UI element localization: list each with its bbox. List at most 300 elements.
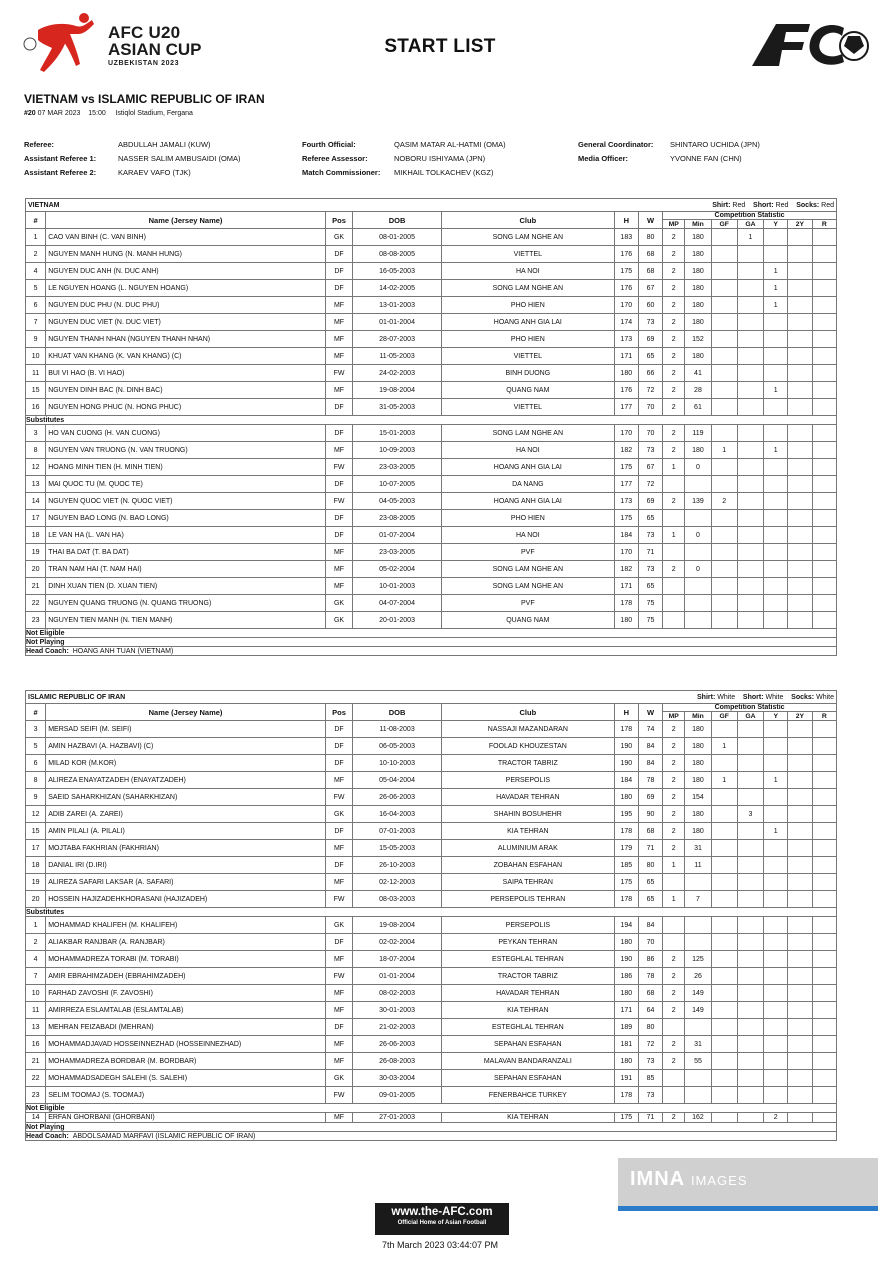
player-cell (788, 561, 812, 578)
logo-line-1: AFC U20 (108, 23, 181, 42)
player-cell (685, 1070, 711, 1087)
player-cell: 73 (638, 561, 662, 578)
player-cell (788, 331, 812, 348)
player-cell: DF (325, 738, 352, 755)
player-cell: 2 (663, 1002, 685, 1019)
player-cell: KIA TEHRAN (442, 1113, 615, 1123)
player-cell: 2 (26, 934, 46, 951)
player-cell: 10 (26, 348, 46, 365)
col-mp: MP (663, 220, 685, 229)
substitutes-row (26, 416, 837, 425)
player-cell (737, 612, 763, 629)
player-cell: 15 (26, 382, 46, 399)
player-cell (737, 442, 763, 459)
player-cell: CAO VAN BINH (C. VAN BINH) (46, 229, 326, 246)
socks-color: White (816, 693, 834, 701)
player-cell: ALIREZA SAFARI LAKSAR (A. SAFARI) (46, 874, 326, 891)
player-row (26, 1070, 837, 1087)
player-cell (788, 527, 812, 544)
head-coach-value: ABDOLSAMAD MARFAVI (ISLAMIC REPUBLIC OF IRAN) (72, 1132, 256, 1140)
player-cell: 01-01-2004 (353, 314, 442, 331)
head-coach-value: HOANG ANH TUAN (VIETNAM) (72, 647, 174, 655)
player-cell (764, 459, 788, 476)
player-cell: 21 (26, 578, 46, 595)
player-cell (812, 772, 836, 789)
player-cell (788, 891, 812, 908)
player-cell: 23 (26, 1087, 46, 1104)
player-cell (788, 721, 812, 738)
player-cell (812, 934, 836, 951)
player-cell: 70 (638, 425, 662, 442)
player-row (26, 314, 837, 331)
player-cell: TRACTOR TABRIZ (442, 968, 615, 985)
player-cell: ALUMINIUM ARAK (442, 840, 615, 857)
player-cell: 8 (26, 772, 46, 789)
player-cell (737, 934, 763, 951)
player-cell: 71 (638, 1113, 662, 1123)
player-cell: 170 (614, 297, 638, 314)
player-cell: 190 (614, 738, 638, 755)
player-cell (788, 399, 812, 416)
player-cell (711, 840, 737, 857)
player-row (26, 510, 837, 527)
player-cell: 28-07-2003 (353, 331, 442, 348)
player-cell (685, 874, 711, 891)
player-cell: 7 (26, 968, 46, 985)
player-cell: 73 (638, 527, 662, 544)
player-cell: HOANG ANH GIA LAI (442, 314, 615, 331)
player-cell (788, 951, 812, 968)
player-row (26, 1036, 837, 1053)
player-cell: DF (325, 399, 352, 416)
fourth-official-label: Fourth Official: (302, 140, 356, 149)
match-title: VIETNAM vs ISLAMIC REPUBLIC OF IRAN (24, 92, 265, 106)
player-cell (788, 382, 812, 399)
player-cell: 68 (638, 823, 662, 840)
player-cell: NGUYEN DUC PHU (N. DUC PHU) (46, 297, 326, 314)
player-cell: 21-02-2003 (353, 1019, 442, 1036)
player-cell: 2 (663, 738, 685, 755)
player-cell (711, 934, 737, 951)
player-cell: 84 (638, 738, 662, 755)
short-label: Short: (742, 693, 764, 701)
player-cell (812, 229, 836, 246)
player-cell (737, 891, 763, 908)
imna-watermark (618, 1158, 878, 1208)
player-cell: 7 (26, 314, 46, 331)
player-row (26, 578, 837, 595)
player-cell: 15 (26, 823, 46, 840)
player-cell (788, 459, 812, 476)
not-playing-label: Not Playing (26, 1123, 837, 1132)
player-cell: 8 (26, 442, 46, 459)
player-cell: 2 (663, 1036, 685, 1053)
player-cell: QUANG NAM (442, 612, 615, 629)
player-cell: 05-04-2004 (353, 772, 442, 789)
player-cell: HOANG MINH TIEN (H. MINH TIEN) (46, 459, 326, 476)
player-cell (788, 348, 812, 365)
player-row (26, 891, 837, 908)
player-cell (788, 840, 812, 857)
player-cell: 74 (638, 721, 662, 738)
player-cell (685, 917, 711, 934)
player-cell (737, 314, 763, 331)
player-cell: PVF (442, 595, 615, 612)
media-officer-value: YVONNE FAN (CHN) (670, 154, 742, 163)
player-cell (812, 442, 836, 459)
player-cell: ADIB ZAREI (A. ZAREI) (46, 806, 326, 823)
player-cell (711, 755, 737, 772)
player-cell (711, 891, 737, 908)
player-cell: 6 (26, 755, 46, 772)
document-title: START LIST (384, 36, 496, 57)
player-cell: 68 (638, 263, 662, 280)
match-venue: Istiqlol Stadium, Fergana (115, 110, 193, 117)
player-cell: 1 (711, 772, 737, 789)
player-cell: 11 (685, 857, 711, 874)
player-row (26, 1053, 837, 1070)
player-cell: 2 (663, 399, 685, 416)
player-cell: 9 (26, 789, 46, 806)
player-cell: 10-01-2003 (353, 578, 442, 595)
player-cell: GK (325, 595, 352, 612)
player-cell (737, 755, 763, 772)
player-cell: 02-12-2003 (353, 874, 442, 891)
player-cell: 149 (685, 1002, 711, 1019)
player-cell (685, 476, 711, 493)
player-cell: DANIAL IRI (D.IRI) (46, 857, 326, 874)
player-cell: 182 (614, 442, 638, 459)
player-row (26, 561, 837, 578)
player-cell: MF (325, 1036, 352, 1053)
player-cell (737, 510, 763, 527)
player-cell: FW (325, 891, 352, 908)
player-cell (764, 891, 788, 908)
player-cell: 18 (26, 857, 46, 874)
player-cell: 65 (638, 510, 662, 527)
watermark-suffix: IMAGES (690, 1173, 748, 1188)
player-cell: NGUYEN QUOC VIET (N. QUOC VIET) (46, 493, 326, 510)
player-cell: ALIREZA ENAYATZADEH (ENAYATZADEH) (46, 772, 326, 789)
socks-label: Socks: (796, 201, 820, 209)
player-cell: MOHAMMADREZA TORABI (M. TORABI) (46, 951, 326, 968)
player-cell: 15-01-2003 (353, 425, 442, 442)
player-cell: PERSEPOLIS TEHRAN (442, 891, 615, 908)
player-cell (788, 544, 812, 561)
player-cell: HA NOI (442, 263, 615, 280)
player-cell: 16-05-2003 (353, 263, 442, 280)
player-cell: GK (325, 806, 352, 823)
player-cell: 18 (26, 527, 46, 544)
player-cell (711, 789, 737, 806)
col-gf: GF (711, 220, 737, 229)
player-cell (764, 1019, 788, 1036)
player-cell: HA NOI (442, 527, 615, 544)
team-header-row (26, 199, 837, 212)
player-cell: 177 (614, 476, 638, 493)
player-cell: 7 (685, 891, 711, 908)
player-cell: 14-02-2005 (353, 280, 442, 297)
team-name: VIETNAM (28, 201, 60, 209)
player-cell: 3 (26, 425, 46, 442)
player-cell (737, 578, 763, 595)
player-cell: SONG LAM NGHE AN (442, 229, 615, 246)
player-cell: 1 (663, 459, 685, 476)
player-cell (788, 612, 812, 629)
referee-label: Referee: (24, 140, 55, 149)
player-cell: 67 (638, 459, 662, 476)
player-cell (788, 476, 812, 493)
player-cell: MOHAMMADREZA BORDBAR (M. BORDBAR) (46, 1053, 326, 1070)
player-cell: 6 (26, 297, 46, 314)
player-cell: 190 (614, 951, 638, 968)
col-gf: GF (711, 712, 737, 721)
player-cell: 2 (663, 823, 685, 840)
player-cell (663, 544, 685, 561)
player-cell: 180 (685, 755, 711, 772)
player-cell (711, 246, 737, 263)
player-cell (764, 595, 788, 612)
player-cell: 31 (685, 1036, 711, 1053)
player-cell: MF (325, 1053, 352, 1070)
player-row (26, 331, 837, 348)
player-cell: HOSSEIN HAJIZADEHKHORASANI (HAJIZADEH) (46, 891, 326, 908)
player-cell (711, 917, 737, 934)
player-cell (764, 755, 788, 772)
player-cell: DF (325, 280, 352, 297)
player-cell: 180 (685, 823, 711, 840)
player-cell: PHO HIEN (442, 331, 615, 348)
player-cell: 55 (685, 1053, 711, 1070)
player-cell (764, 968, 788, 985)
player-cell (685, 578, 711, 595)
referee-value: ABDULLAH JAMALI (KUW) (118, 140, 211, 149)
player-cell (711, 544, 737, 561)
player-cell: 2 (663, 229, 685, 246)
player-cell: 2 (663, 280, 685, 297)
player-cell (711, 459, 737, 476)
player-cell: 180 (614, 1053, 638, 1070)
player-cell: 1 (737, 229, 763, 246)
player-cell (812, 1019, 836, 1036)
player-cell: GK (325, 1070, 352, 1087)
player-cell (711, 968, 737, 985)
ar1-value: NASSER SALIM AMBUSAIDI (OMA) (118, 154, 241, 163)
player-cell (737, 1087, 763, 1104)
player-cell (711, 578, 737, 595)
player-row (26, 806, 837, 823)
player-cell: 68 (638, 246, 662, 263)
player-cell: 2 (663, 951, 685, 968)
player-cell (737, 874, 763, 891)
player-cell: FW (325, 968, 352, 985)
player-cell: 180 (614, 612, 638, 629)
player-cell (764, 578, 788, 595)
player-cell (764, 493, 788, 510)
player-cell: PVF (442, 544, 615, 561)
player-cell (812, 399, 836, 416)
player-cell: SONG LAM NGHE AN (442, 425, 615, 442)
player-cell: 1 (764, 772, 788, 789)
player-cell: FARHAD ZAVOSHI (F. ZAVOSHI) (46, 985, 326, 1002)
player-cell: 1 (764, 280, 788, 297)
player-cell: 184 (614, 527, 638, 544)
player-cell: 14 (26, 493, 46, 510)
not-eligible-label: Not Eligible (26, 629, 837, 638)
player-cell: 195 (614, 806, 638, 823)
short-label: Short: (753, 201, 774, 209)
player-cell: 08-02-2003 (353, 985, 442, 1002)
player-cell: MF (325, 442, 352, 459)
player-cell (812, 891, 836, 908)
not-playing-label: Not Playing (26, 638, 837, 647)
player-cell (812, 840, 836, 857)
player-cell: 162 (685, 1113, 711, 1123)
player-cell: 1 (764, 382, 788, 399)
player-cell: 04-07-2004 (353, 595, 442, 612)
player-cell: 119 (685, 425, 711, 442)
player-cell: DF (325, 263, 352, 280)
player-cell (663, 612, 685, 629)
player-cell: FW (325, 1087, 352, 1104)
player-row (26, 823, 837, 840)
player-cell (788, 968, 812, 985)
player-cell: 21 (26, 1053, 46, 1070)
player-cell: 65 (638, 578, 662, 595)
player-cell (788, 738, 812, 755)
player-cell: DF (325, 823, 352, 840)
player-cell: 182 (614, 561, 638, 578)
player-cell: 180 (685, 229, 711, 246)
player-cell (663, 1070, 685, 1087)
player-cell (711, 280, 737, 297)
player-cell (737, 721, 763, 738)
player-cell: 15-05-2003 (353, 840, 442, 857)
player-cell: 2 (663, 806, 685, 823)
player-cell (663, 917, 685, 934)
player-cell: 180 (614, 789, 638, 806)
player-cell: 186 (614, 968, 638, 985)
player-cell: 149 (685, 985, 711, 1002)
player-cell: 180 (685, 348, 711, 365)
player-cell (812, 527, 836, 544)
player-cell: PHO HIEN (442, 510, 615, 527)
substitutes-row (26, 908, 837, 917)
player-cell: HAVADAR TEHRAN (442, 985, 615, 1002)
player-cell: 180 (685, 721, 711, 738)
player-cell: 13-01-2003 (353, 297, 442, 314)
player-cell: 14 (26, 1113, 46, 1123)
not-eligible-label: Not Eligible (26, 1104, 837, 1113)
player-cell: 2 (663, 297, 685, 314)
player-cell: 69 (638, 331, 662, 348)
player-cell (711, 1036, 737, 1053)
player-cell (764, 721, 788, 738)
player-cell: 180 (685, 280, 711, 297)
player-cell (812, 510, 836, 527)
col-r: R (812, 712, 836, 721)
player-cell: SAEID SAHARKHIZAN (SAHARKHIZAN) (46, 789, 326, 806)
player-cell: 4 (26, 951, 46, 968)
player-cell: 2 (663, 721, 685, 738)
player-cell: 175 (614, 263, 638, 280)
player-cell (788, 755, 812, 772)
player-cell (711, 263, 737, 280)
player-cell: 191 (614, 1070, 638, 1087)
ar1-label: Assistant Referee 1: (24, 154, 97, 163)
not-playing-row (26, 638, 837, 647)
player-cell: MF (325, 840, 352, 857)
player-cell: 65 (638, 874, 662, 891)
match-commissioner-value: MIKHAIL TOLKACHEV (KGZ) (394, 168, 494, 177)
col-num: # (26, 704, 46, 721)
player-cell: VIETTEL (442, 246, 615, 263)
player-cell (711, 806, 737, 823)
player-cell: 78 (638, 772, 662, 789)
not-eligible-row (26, 629, 837, 638)
player-cell: 64 (638, 1002, 662, 1019)
player-cell (737, 789, 763, 806)
player-cell: 3 (737, 806, 763, 823)
player-cell: 1 (764, 823, 788, 840)
player-cell (711, 561, 737, 578)
player-row (26, 229, 837, 246)
col-pos: Pos (325, 212, 352, 229)
player-cell: 22 (26, 595, 46, 612)
player-cell (737, 527, 763, 544)
player-cell: SAIPA TEHRAN (442, 874, 615, 891)
player-cell (711, 331, 737, 348)
player-cell (788, 1113, 812, 1123)
player-cell: 16-04-2003 (353, 806, 442, 823)
player-cell: MF (325, 297, 352, 314)
shirt-color: Red (732, 201, 746, 209)
player-cell: 10-07-2005 (353, 476, 442, 493)
player-cell (737, 280, 763, 297)
player-cell: BINH DUONG (442, 365, 615, 382)
player-cell (764, 365, 788, 382)
player-cell: MF (325, 561, 352, 578)
player-cell (812, 755, 836, 772)
player-cell: HA NOI (442, 442, 615, 459)
player-cell: MF (325, 331, 352, 348)
player-row (26, 951, 837, 968)
player-cell (737, 263, 763, 280)
player-row (26, 840, 837, 857)
player-cell (788, 1070, 812, 1087)
player-cell: 176 (614, 246, 638, 263)
player-cell: 178 (614, 891, 638, 908)
player-cell (737, 1002, 763, 1019)
player-cell (812, 738, 836, 755)
player-cell (812, 874, 836, 891)
player-cell (812, 1070, 836, 1087)
player-cell: BUI VI HAO (B. VI HAO) (46, 365, 326, 382)
player-cell: 71 (638, 840, 662, 857)
player-row (26, 442, 837, 459)
player-cell: 173 (614, 493, 638, 510)
player-cell (764, 789, 788, 806)
socks-color: Red (821, 201, 834, 209)
player-cell (764, 331, 788, 348)
player-cell: MF (325, 985, 352, 1002)
player-cell (711, 297, 737, 314)
player-cell: 1 (711, 738, 737, 755)
player-cell (737, 348, 763, 365)
player-cell: 125 (685, 951, 711, 968)
player-cell: 01-07-2004 (353, 527, 442, 544)
player-cell: FW (325, 365, 352, 382)
